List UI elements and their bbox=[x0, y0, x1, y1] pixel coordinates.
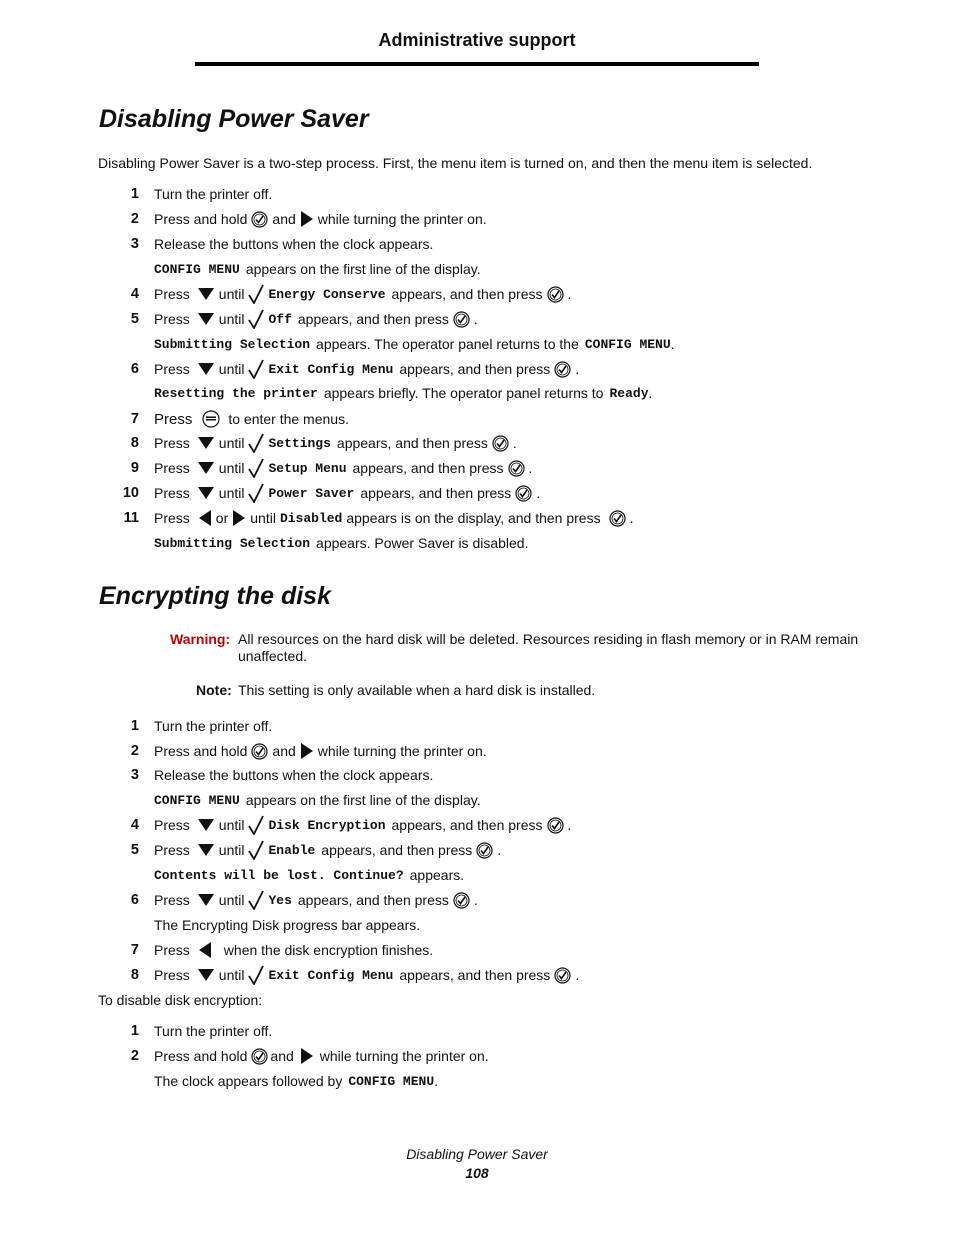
step-2: 2 Press and hold and while turning the printer on. bbox=[130, 211, 487, 227]
enc-step-4: 4 Press until Disk Encryption appears, and then press . bbox=[130, 817, 572, 833]
select-button-icon bbox=[453, 311, 470, 328]
checkmark-icon bbox=[248, 284, 264, 304]
dis-step-2-result: The clock appears followed by CONFIG MENU . bbox=[154, 1073, 439, 1089]
select-button-icon bbox=[476, 842, 493, 859]
step-9: 9 Press until Setup Menu appears, and then press . bbox=[130, 460, 533, 476]
checkmark-icon bbox=[248, 840, 264, 860]
select-button-icon bbox=[251, 1048, 268, 1065]
step-10: 10 Press until Power Saver appears, and then press . bbox=[122, 485, 541, 501]
left-arrow-icon bbox=[198, 941, 212, 959]
down-arrow-icon bbox=[197, 436, 215, 450]
warning-label: Warning: bbox=[170, 631, 231, 647]
step-5: 5 Press until Off appears, and then press . bbox=[130, 311, 478, 327]
enc-step-5-result: Contents will be lost. Continue? appears. bbox=[154, 867, 465, 883]
checkmark-icon bbox=[248, 458, 264, 478]
step-7: 7 Press to enter the menus. bbox=[130, 410, 349, 428]
running-header: Administrative support bbox=[378, 30, 576, 50]
select-button-icon bbox=[609, 510, 626, 527]
menu-button-icon bbox=[202, 410, 220, 428]
section-title-encrypting-disk: Encrypting the disk bbox=[99, 582, 331, 610]
header-rule bbox=[195, 62, 759, 66]
select-button-icon bbox=[547, 286, 564, 303]
enc-step-6-result: The Encrypting Disk progress bar appears. bbox=[154, 917, 421, 933]
section-title-disabling-power-saver: Disabling Power Saver bbox=[99, 105, 369, 133]
footer-title: Disabling Power Saver bbox=[406, 1146, 548, 1162]
down-arrow-icon bbox=[197, 461, 215, 475]
checkmark-icon bbox=[248, 890, 264, 910]
enc-step-7: 7 Press when the disk encryption finishes. bbox=[130, 942, 434, 958]
down-arrow-icon bbox=[197, 968, 215, 982]
dis-step-2: 2 Press and hold and while turning the printer on. bbox=[130, 1048, 489, 1064]
select-button-icon bbox=[554, 361, 571, 378]
checkmark-icon bbox=[248, 965, 264, 985]
select-button-icon bbox=[554, 967, 571, 984]
down-arrow-icon bbox=[197, 486, 215, 500]
note-label: Note: bbox=[196, 682, 232, 698]
down-arrow-icon bbox=[197, 818, 215, 832]
down-arrow-icon bbox=[197, 312, 215, 326]
intro-paragraph: Disabling Power Saver is a two-step process. First, the menu item is turned on, and then the menu item is selected. bbox=[98, 155, 813, 171]
select-button-icon bbox=[492, 435, 509, 452]
enc-step-6: 6 Press until Yes appears, and then press . bbox=[130, 892, 478, 908]
select-button-icon bbox=[515, 485, 532, 502]
step-3: 3 Release the buttons when the clock appears. bbox=[130, 236, 434, 252]
note-callout bbox=[196, 682, 595, 698]
down-arrow-icon bbox=[197, 362, 215, 376]
enc-step-5: 5 Press until Enable appears, and then press . bbox=[130, 842, 502, 858]
step-6: 6 Press until Exit Config Menu appears, and then press . bbox=[130, 361, 580, 377]
note-text: This setting is only available when a hard disk is installed. bbox=[238, 682, 596, 698]
step-11-result: Submitting Selection appears. Power Saver is disabled. bbox=[154, 535, 529, 551]
step-6-result: Resetting the printer appears briefly. The operator panel returns to Ready . bbox=[154, 385, 653, 401]
enc-step-8: 8 Press until Exit Config Menu appears, and then press . bbox=[130, 967, 580, 983]
enc-step-1: 1 Turn the printer off. bbox=[130, 718, 273, 734]
warning-text: All resources on the hard disk will be deleted. Resources residing in flash memory or in RAM remain unaffected. bbox=[238, 631, 859, 664]
select-button-icon bbox=[251, 743, 268, 760]
step-8: 8 Press until Settings appears, and then press . bbox=[130, 435, 517, 451]
checkmark-icon bbox=[248, 483, 264, 503]
warning-callout bbox=[170, 631, 860, 665]
step-5-result: Submitting Selection appears. The operator panel returns to the CONFIG MENU . bbox=[154, 336, 675, 352]
step-11: 11 Press or until Disabled appears is on the display, and then press . bbox=[123, 510, 634, 526]
step-4: 4 Press until Energy Conserve appears, and then press . bbox=[130, 286, 572, 302]
step-3-result: CONFIG MENU appears on the first line of the display. bbox=[154, 261, 481, 277]
right-arrow-icon bbox=[300, 1047, 314, 1065]
down-arrow-icon bbox=[197, 843, 215, 857]
left-arrow-icon bbox=[198, 509, 212, 527]
disable-encryption-intro: To disable disk encryption: bbox=[98, 992, 263, 1008]
checkmark-icon bbox=[248, 433, 264, 453]
enc-step-3: 3 Release the buttons when the clock appears. bbox=[130, 767, 434, 783]
select-button-icon bbox=[547, 817, 564, 834]
right-arrow-icon bbox=[300, 210, 314, 228]
select-button-icon bbox=[508, 460, 525, 477]
checkmark-icon bbox=[248, 359, 264, 379]
select-button-icon bbox=[453, 892, 470, 909]
checkmark-icon bbox=[248, 815, 264, 835]
dis-step-1: 1 Turn the printer off. bbox=[130, 1023, 273, 1039]
step-1: 1 Turn the printer off. bbox=[130, 186, 273, 202]
right-arrow-icon bbox=[232, 509, 246, 527]
right-arrow-icon bbox=[300, 742, 314, 760]
down-arrow-icon bbox=[197, 893, 215, 907]
checkmark-icon bbox=[248, 309, 264, 329]
down-arrow-icon bbox=[197, 287, 215, 301]
enc-step-3-result: CONFIG MENU appears on the first line of the display. bbox=[154, 792, 481, 808]
page-number: 108 bbox=[465, 1165, 489, 1181]
select-button-icon bbox=[251, 211, 268, 228]
enc-step-2: 2 Press and hold and while turning the printer on. bbox=[130, 743, 487, 759]
